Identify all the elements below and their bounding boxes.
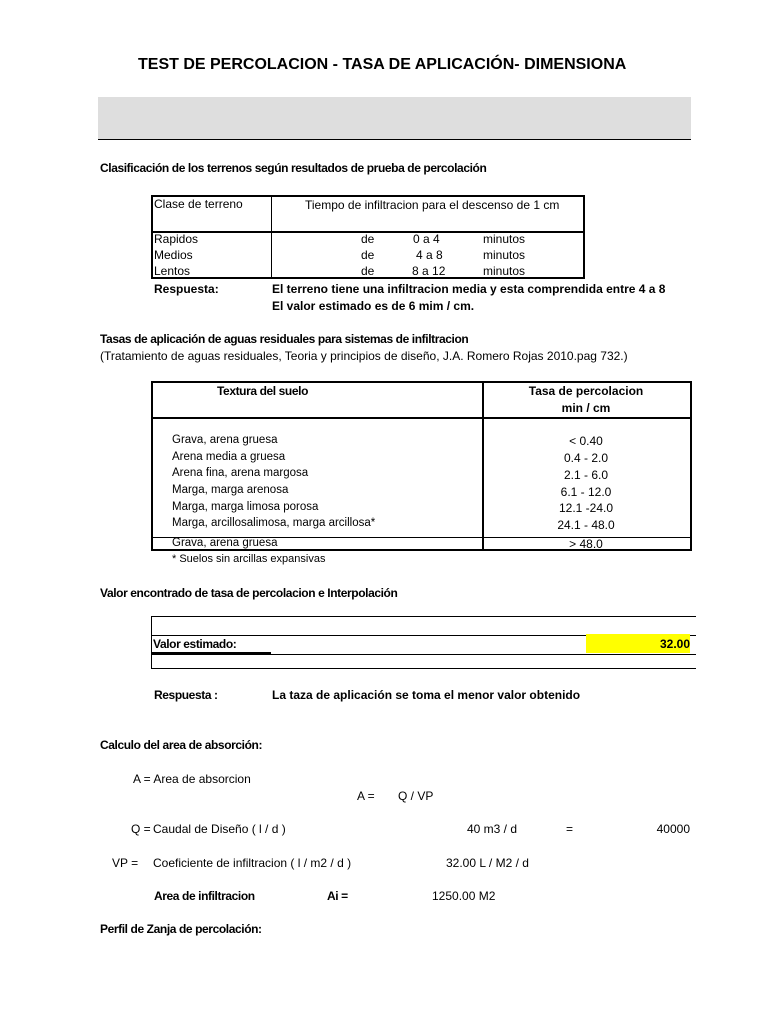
q-value: 40 m3 / d [467,822,518,836]
section-heading-tasas: Tasas de aplicación de aguas residuales para sistemas de infiltracion [100,332,469,346]
reference-text: (Tratamiento de aguas residuales, Teoria y principios de diseño, J.A. Romero Rojas 2010.pag 732.) [100,349,628,363]
table-cell-de: de [361,248,375,262]
table-cell-textura: Grava, arena gruesa [172,434,278,446]
table-cell-de: de [361,232,375,246]
table-cell-de: de [361,264,375,278]
table-header-tasa-1: Tasa de percolacion [528,384,644,398]
table-header-tiempo: Tiempo de infiltracion para el descenso de 1 cm [305,198,560,212]
table-cell-clase: Medios [154,248,193,262]
area-definition: A = Area de absorcion [133,772,251,786]
vp-label: VP = [112,856,139,870]
area-infiltracion-label: Area de infiltracion [154,889,255,903]
table-cell-rango: 0 a 4 [413,232,440,246]
table-header-tasa-2: min / cm [561,401,611,415]
table-cell-unidad: minutos [483,232,526,246]
table-cell-textura: Marga, marga arenosa [172,484,289,496]
ai-value: 1250.00 M2 [432,889,496,903]
table-cell-unidad: minutos [483,264,526,278]
table-cell-tasa: > 48.0 [569,537,603,551]
formula-label: A = [357,789,375,803]
table-cell-tasa: 6.1 - 12.0 [560,485,612,499]
table-cell-textura: Arena media a gruesa [172,451,286,463]
table-cell-tasa: 12.1 -24.0 [558,501,614,515]
table-cell-clase: Lentos [154,264,191,278]
table-header-textura: Textura del suelo [217,384,309,398]
table-cell-textura: Grava, arena gruesa [172,537,278,549]
valor-value: 32.00 [659,637,690,651]
table-cell-tasa: < 0.40 [569,434,603,448]
page-title: TEST DE PERCOLACION - TASA DE APLICACIÓN- DIMENSIONA [138,56,627,73]
respuesta-label-2: Respuesta : [154,688,218,702]
respuesta-line-1: El terreno tiene una infiltracion media y esta comprendida entre 4 a 8 [272,282,666,296]
table-cell-rango: 8 a 12 [412,264,446,278]
table-cell-rango: 4 a 8 [416,248,443,262]
table-cell-tasa: 0.4 - 2.0 [563,451,609,465]
q-description: Caudal de Diseño ( l / d ) [153,822,286,836]
valor-label: Valor estimado: [153,637,237,651]
table-cell-textura: Marga, marga limosa porosa [172,501,319,513]
respuesta-text-2: La taza de aplicación se toma el menor valor obtenido [272,688,581,702]
vp-value: 32.00 L / M2 / d [446,856,529,870]
table-cell-tasa: 24.1 - 48.0 [557,518,615,532]
q-equals: = [566,822,574,836]
q-label: Q = [131,822,151,836]
table-cell-clase: Rapidos [154,232,199,246]
table-header-clase: Clase de terreno [154,197,243,211]
table-cell-tasa: 2.1 - 6.0 [563,468,609,482]
vp-description: Coeficiente de infiltracion ( l / m2 / d ) [153,856,352,870]
header-bar [98,97,691,140]
section-heading-area: Calculo del area de absorción: [100,738,263,752]
ai-label: Ai = [327,889,348,903]
q-result: 40000 [656,822,690,836]
section-heading-clasificacion: Clasificación de los terrenos según resultados de prueba de percolación [100,161,487,175]
section-heading-perfil: Perfil de Zanja de percolación: [100,922,262,936]
respuesta-line-2: El valor estimado es de 6 mim / cm. [272,299,475,313]
table-cell-unidad: minutos [483,248,526,262]
footnote: * Suelos sin arcillas expansivas [172,553,326,565]
table-cell-textura: Marga, arcillosalimosa, marga arcillosa* [172,517,376,529]
section-heading-valor: Valor encontrado de tasa de percolacion e Interpolación [100,586,398,600]
table-cell-textura: Arena fina, arena margosa [172,467,309,479]
formula: Q / VP [398,789,434,803]
respuesta-label: Respuesta: [154,282,219,296]
